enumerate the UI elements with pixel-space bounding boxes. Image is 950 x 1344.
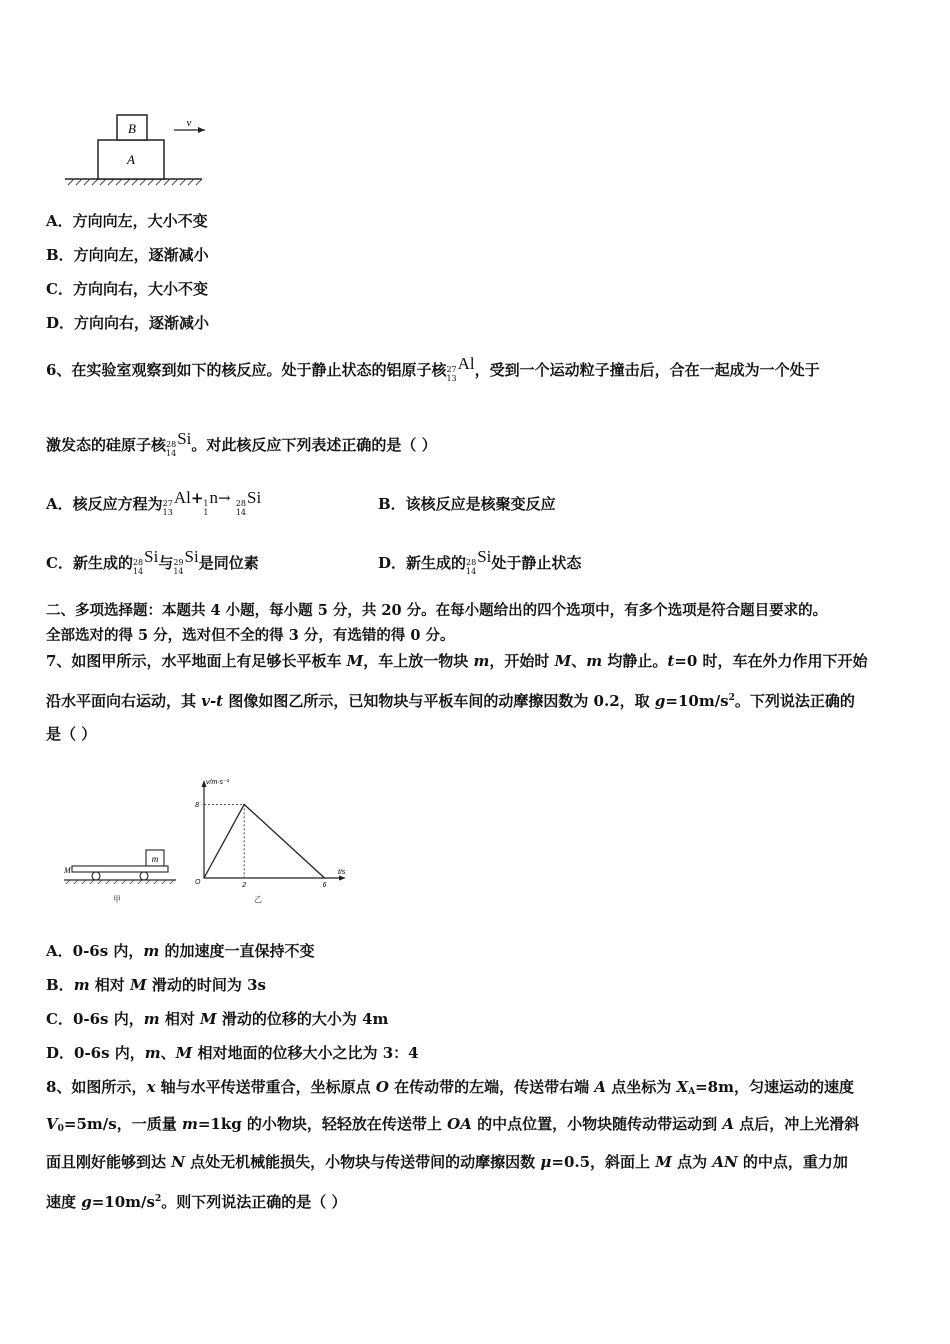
vt-point-1	[244, 804, 245, 805]
svg-text:m: m	[151, 854, 159, 864]
nuclide-si29: 29 14 Si	[173, 547, 199, 576]
vt-xtick-0: 2	[242, 882, 247, 889]
nuclide-n: 1 1 n	[203, 488, 218, 517]
q6-option-c: C．新生成的 28 14 Si与 29 14 Si是同位素	[46, 547, 259, 576]
vt-chart	[186, 774, 356, 909]
nuclide-si28-eq: 28 14 Si	[235, 488, 262, 517]
block-b-label: B	[128, 121, 136, 136]
wheel-left	[92, 872, 100, 880]
q6-stem-line2: 激发态的硅原子核 28 14 Si。对此核反应下列表述正确的是（ ）	[46, 429, 437, 458]
vt-point-0	[203, 877, 204, 878]
q8-stem-line1: 8、如图所示，x 轴与水平传送带重合，坐标原点 O 在传动带的左端，传送带右端 A 点坐标为 $X_A=8m$，匀速运动的速度	[46, 1078, 854, 1097]
nuclide-al27: 27 13 Al	[446, 354, 475, 383]
q7-stem-line2: 沿水平面向右运动，其 v-t 图像如图乙所示，已知物块与平板车间的动摩擦因数为 0.2，取 $g=10m/s^2$。下列说法正确的	[46, 692, 855, 710]
q5-option-b: B．方向向左，逐渐减小	[46, 246, 209, 264]
vt-xlabel: t/s	[338, 869, 346, 876]
q5-option-d: D．方向向右，逐渐减小	[46, 314, 210, 332]
caption-jia: 甲	[113, 895, 121, 904]
q7-stem-line1: 7、如图甲所示，水平地面上有足够长平板车 M，车上放一物块 m，开始时 M、m 均静止。t=0 时，车在外力作用下开始	[46, 652, 868, 670]
q6-stem-line1: 6、在实验室观察到如下的核反应。处于静止状态的铝原子核 27 13 Al，受到一个运动粒子撞击后，合在一起成为一个处于	[46, 354, 820, 383]
q5-option-c: C．方向向右，大小不变	[46, 280, 208, 298]
q5-option-a: A．方向向左，大小不变	[46, 212, 208, 230]
velocity-arrow-icon	[198, 127, 205, 133]
q7-option-c: C．0-6s 内，m 相对 M 滑动的位移的大小为 4m	[46, 1010, 389, 1028]
q6-option-b: B．该核反应是核聚变反应	[378, 495, 556, 513]
nuclide-si28: 28 14 Si	[166, 429, 192, 458]
wheel-right	[140, 872, 148, 880]
velocity-label: v	[186, 117, 192, 129]
q7-option-a: A．0-6s 内，m 的加速度一直保持不变	[46, 942, 315, 960]
caption-yi: 乙	[254, 895, 262, 904]
nuclide-al27-eq: 27 13 Al	[162, 488, 191, 517]
vt-origin: O	[195, 879, 201, 886]
section2-heading-line2: 全部选对的得 5 分，选对但不全的得 3 分，有选错的得 0 分。	[46, 627, 455, 644]
block-a-label: A	[127, 152, 135, 167]
q7-option-d: D．0-6s 内，m、M 相对地面的位移大小之比为 3：4	[46, 1044, 419, 1062]
nuclide-si28-c: 28 14 Si	[132, 547, 159, 576]
q8-stem-line2: $V_0=5m/s$，一质量 m=1kg 的小物块，轻轻放在传送带上 OA 的中点位置，小物块随传动带运动到 A 点后，冲上光滑斜	[46, 1115, 860, 1134]
vt-ylabel: v/m·s⁻¹	[206, 779, 230, 786]
q6-option-d: D．新生成的 28 14 Si处于静止状态	[378, 547, 582, 576]
q8-stem-line3: 面且刚好能够到达 N 点处无机械能损失，小物块与传送带间的动摩擦因数 μ=0.5，斜面上 M 点为 AN 的中点，重力加	[46, 1153, 848, 1171]
nuclide-si28-d: 28 14 Si	[466, 547, 492, 576]
vt-ytick-0: 8	[195, 801, 199, 809]
vt-xtick-1: 6	[322, 882, 327, 889]
vt-point-2	[324, 877, 325, 878]
q6-option-a: A．核反应方程为 27 13 Al+ 1 1 n→ 28 14 Si	[46, 488, 262, 517]
cart-figure	[60, 840, 180, 910]
x-axis-arrow-icon	[339, 876, 346, 881]
q7-stem-line3: 是（ ）	[46, 725, 97, 743]
q7-option-b: B．m 相对 M 滑动的时间为 3s	[46, 976, 266, 994]
q8-stem-line4: 速度 $g=10m/s^2$。则下列说法正确的是（ ）	[46, 1193, 347, 1211]
svg-text:M: M	[64, 866, 71, 875]
blocks-figure	[62, 108, 212, 188]
section2-heading-line1: 二、多项选择题：本题共 4 小题，每小题 5 分，共 20 分。在每小题给出的四个选项中，有多个选项是符合题目要求的。	[46, 602, 828, 619]
vt-series-line	[204, 804, 325, 878]
cart-board	[72, 866, 168, 872]
